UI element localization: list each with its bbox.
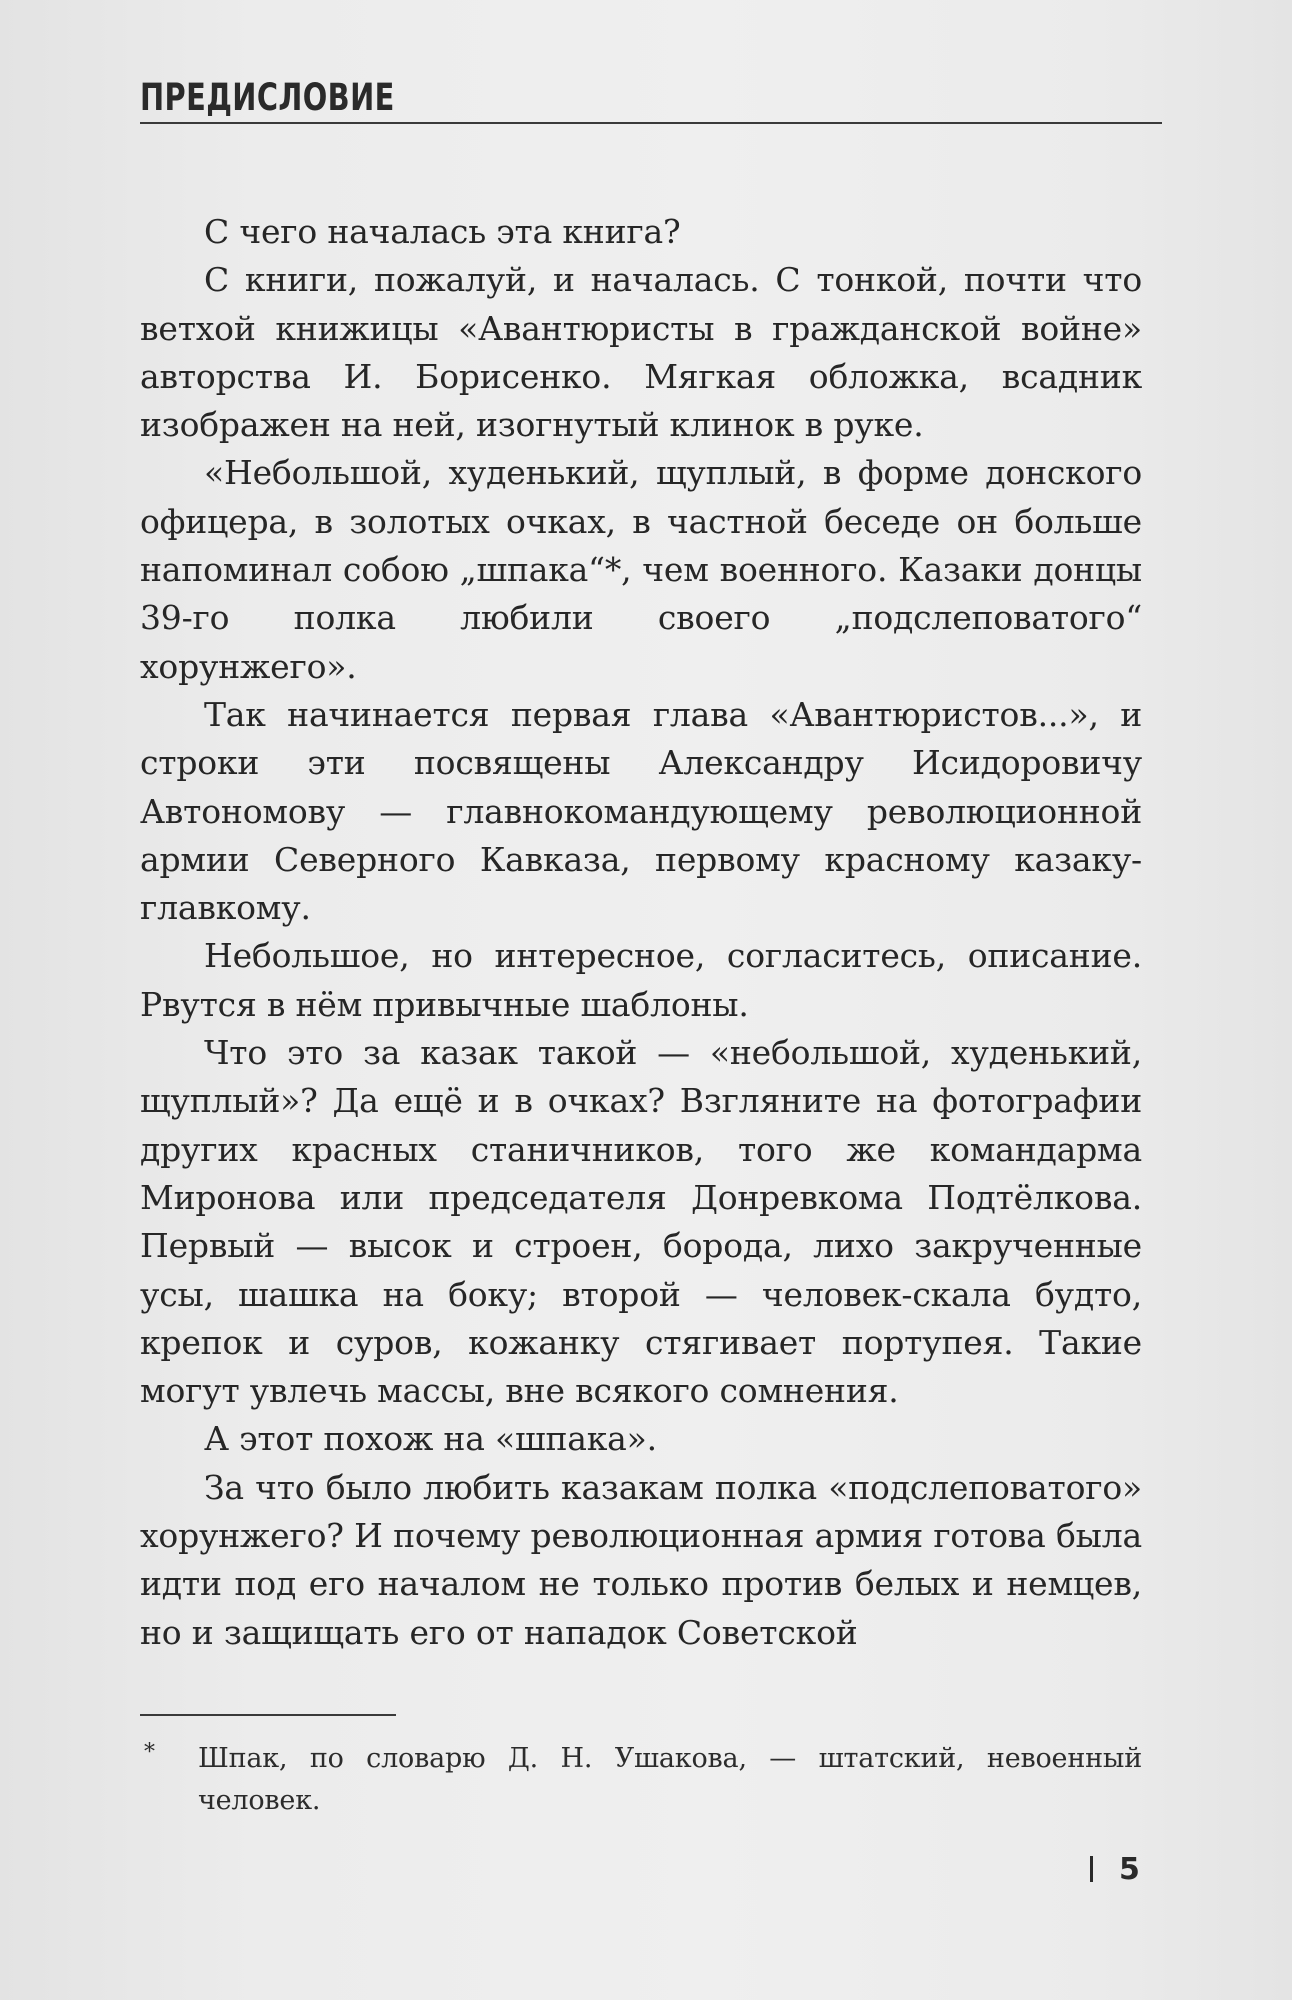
paragraph-1: С чего началась эта книга?: [204, 212, 681, 251]
paragraph-8: За что было любить казакам полка «подслеповатого» хорунжего? И почему революционная армия готова была идти под его началом не только против белых и немцев, но и защищать его от нападок Советской: [140, 1467, 1142, 1652]
paragraph-5: Небольшое, но интересное, согласитесь, описание. Рвутся в нём привычные шаблоны.: [140, 936, 1142, 1024]
running-head: ПРЕДИСЛОВИЕ: [140, 76, 395, 119]
page-number-block: [1090, 1852, 1140, 1887]
page-number: 5: [1119, 1852, 1140, 1887]
footnote-mark: *: [144, 1740, 155, 1765]
paragraph-4: Так начинается первая глава «Авантюристов...», и строки эти посвящены Александру Исидоровичу Автономову — главнокомандующему революционной армии Северного Кавказа, первому красному казаку-главкому.: [140, 694, 1142, 928]
paragraph-3: «Небольшой, худенький, щуплый, в форме донского офицера, в золотых очках, в частной беседе он больше напоминал собою „шпака“*, чем военного. Казаки донцы 39-го полка любили своего „подслеповатого“ хорунжего».: [140, 453, 1142, 686]
paragraph-6: Что это за казак такой — «небольшой, худенький, щуплый»? Да ещё и в очках? Взгляните на фотографии других красных станичников, того же командарма Миронова или председателя Донревкома Подтёлкова. Первый — высок и строен, борода, лихо закрученные усы, шашка на боку; второй — человек-скала будто, крепок и суров, кожанку стягивает портупея. Такие могут увлечь массы, вне всякого сомнения.: [140, 1033, 1142, 1411]
body-text: [140, 208, 1142, 1657]
footnote-text: Шпак, по словарю Д. Н. Ушакова, — штатский, невоенный человек.: [198, 1743, 1142, 1816]
folio-divider: [1090, 1856, 1093, 1882]
footnote-rule: [140, 1714, 396, 1716]
header-rule: [140, 122, 1162, 124]
paragraph-2: С книги, пожалуй, и началась. С тонкой, почти что ветхой книжицы «Авантюристы в гражданской войне» авторства И. Борисенко. Мягкая обложка, всадник изображен на ней, изогнутый клинок в руке.: [140, 260, 1142, 445]
footnote: [140, 1738, 1142, 1822]
paragraph-7: А этот похож на «шпака».: [204, 1419, 657, 1459]
